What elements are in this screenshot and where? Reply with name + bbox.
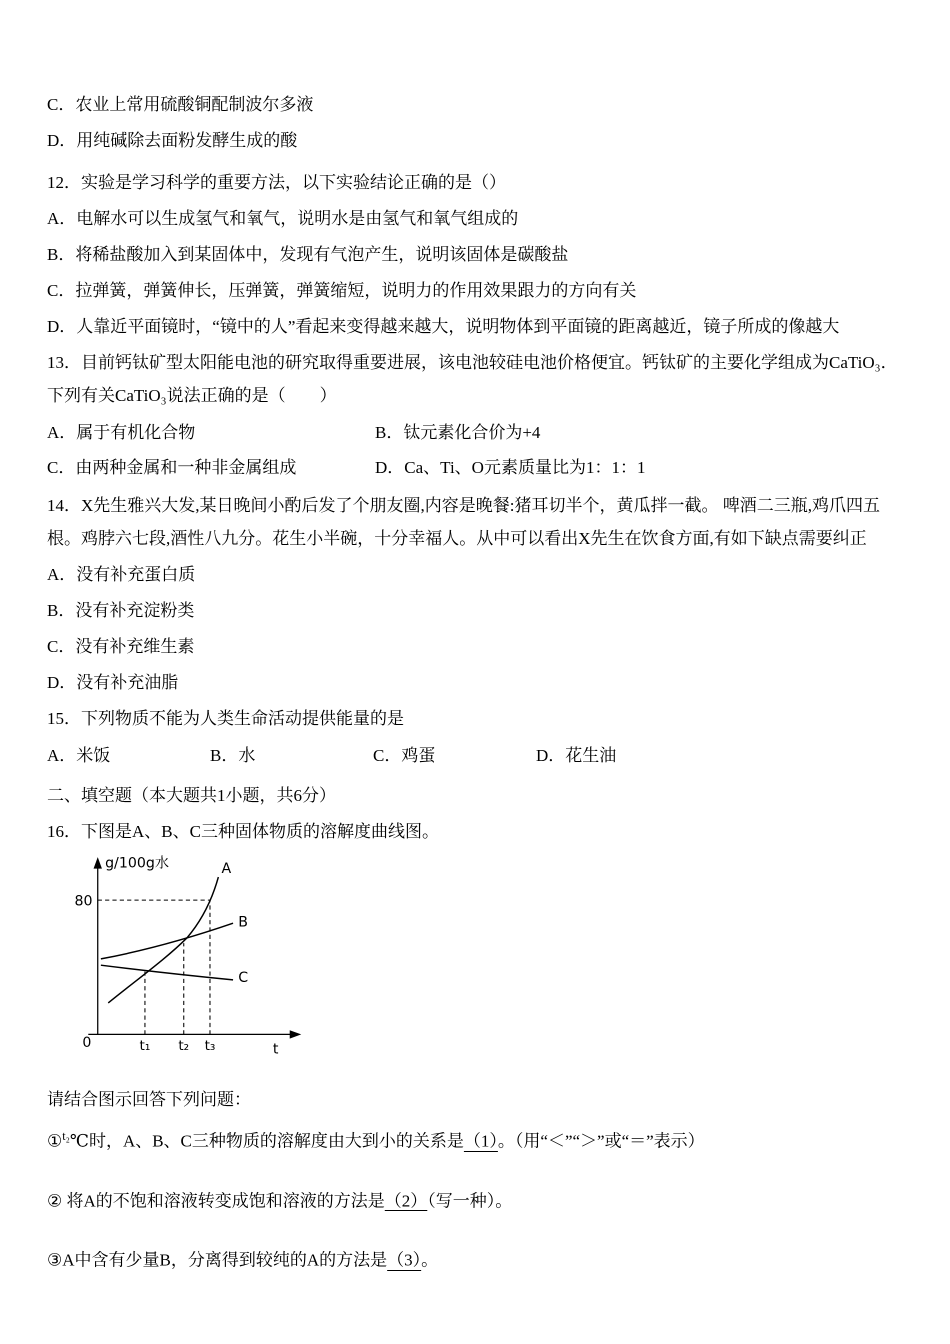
curve-C — [101, 965, 233, 980]
q13-stem: 13．目前钙钛矿型太阳能电池的研究取得重要进展，该电池较硅电池价格便宜。钙钛矿的主要化学组成为CaTiO₃．下列有关CaTiO₃说法正确的是（ ） — [47, 353, 898, 405]
solubility-chart — [63, 854, 905, 1073]
q14-option-c: C．没有补充维生素 — [47, 637, 195, 656]
fill-2-pre: 将A的不饱和溶液转变成饱和溶液的方法是 — [62, 1191, 385, 1211]
q15-option-c: C．鸡蛋 — [373, 746, 436, 765]
q13-option-a: A．属于有机化合物 — [47, 423, 196, 442]
y-tick-80: 80 — [74, 893, 93, 910]
curve-C-label: C — [238, 969, 249, 986]
curve-A-label: A — [221, 860, 232, 877]
x-tick-t3: t₃ — [204, 1038, 216, 1055]
x-axis-label: t — [272, 1041, 279, 1058]
q15-option-d: D．花生油 — [536, 746, 617, 765]
q16-fill-1 — [47, 1119, 905, 1159]
curve-B — [101, 923, 233, 959]
q13-option-c: C．由两种金属和一种非金属组成 — [47, 458, 297, 477]
q16-fill-2 — [47, 1179, 905, 1219]
q16-intro: 16．下图是A、B、C三种固体物质的溶解度曲线图。 — [47, 822, 439, 841]
x-tick-t2: t₂ — [178, 1038, 190, 1055]
curve-B-label: B — [238, 914, 249, 931]
q16-prompt: 请结合图示回答下列问题： — [47, 1090, 251, 1109]
fill-1-post: 。（用“＜”“＞”或“＝”表示） — [497, 1131, 705, 1151]
fill-1-blank: （1） — [463, 1131, 498, 1151]
fill-2-blank: （2） — [384, 1191, 428, 1211]
fill-1-sup: t₂ — [62, 1129, 70, 1143]
q13-option-b: B．钛元素化合价为+4 — [375, 423, 541, 442]
fill-1-pre: ℃时，A、B、C三种物质的溶解度由大到小的关系是 — [69, 1131, 464, 1151]
option-d-carryover: D．用纯碱除去面粉发酵生成的酸 — [47, 131, 298, 150]
section2-title: 二、填空题（本大题共1小题，共6分） — [47, 786, 336, 805]
option-c-carryover: C．农业上常用硫酸铜配制波尔多液 — [47, 95, 314, 114]
q15-stem: 15．下列物质不能为人类生命活动提供能量的是 — [47, 709, 404, 728]
q12-option-d: D．人靠近平面镜时，“镜中的人”看起来变得越来越大，说明物体到平面镜的距离越近，镜子所成的像越大 — [47, 317, 840, 336]
fill-3-blank: （3） — [387, 1250, 422, 1270]
q12-option-a: A．电解水可以生成氢气和氧气，说明水是由氢气和氧气组成的 — [47, 209, 519, 228]
fill-3-pre: A中含有少量B，分离得到较纯的A的方法是 — [62, 1250, 388, 1270]
x-axis-arrow — [290, 1030, 302, 1038]
q15-option-a: A．米饭 — [47, 746, 111, 765]
q16-fill-3 — [47, 1238, 905, 1278]
x-tick-t1: t₁ — [139, 1038, 151, 1055]
q13-option-d: D．Ca、Ti、O元素质量比为1：1：1 — [375, 458, 646, 477]
q12-option-b: B．将稀盐酸加入到某固体中，发现有气泡产生，说明该固体是碳酸盐 — [47, 245, 569, 264]
fill-2-mark: ② — [47, 1191, 63, 1211]
q14-option-d: D．没有补充油脂 — [47, 673, 179, 692]
curve-A — [108, 877, 218, 1003]
fill-1-mark: ① — [47, 1131, 63, 1151]
origin-label: 0 — [82, 1035, 92, 1052]
q15-options — [47, 738, 905, 773]
fill-2-post: （写一种）。 — [427, 1191, 513, 1211]
q14-option-b: B．没有补充淀粉类 — [47, 601, 195, 620]
q12-option-c: C．拉弹簧，弹簧伸长，压弹簧，弹簧缩短，说明力的作用效果跟力的方向有关 — [47, 281, 637, 300]
q14-option-a: A．没有补充蛋白质 — [47, 565, 196, 584]
fill-3-mark: ③ — [47, 1250, 63, 1270]
q15-option-b: B．水 — [210, 746, 256, 765]
solubility-chart-svg — [63, 854, 315, 1068]
y-axis-arrow — [94, 857, 102, 869]
q14-stem: 14．X先生雅兴大发,某日晚间小酌后发了个朋友圈,内容是晚餐:猪耳切半个，黄瓜拌一截。 啤酒二三瓶,鸡爪四五根。鸡脖六七段,酒性八九分。花生小半碗，十分幸福人。从中可以看出X先生在饮食方面,有如下缺点需要纠正 — [47, 496, 880, 548]
y-axis-label: g/100g水 — [105, 855, 170, 872]
fill-3-post: 。 — [421, 1250, 439, 1270]
q12-stem: 12．实验是学习科学的重要方法，以下实验结论正确的是（） — [47, 173, 506, 192]
q13-options — [47, 415, 905, 485]
